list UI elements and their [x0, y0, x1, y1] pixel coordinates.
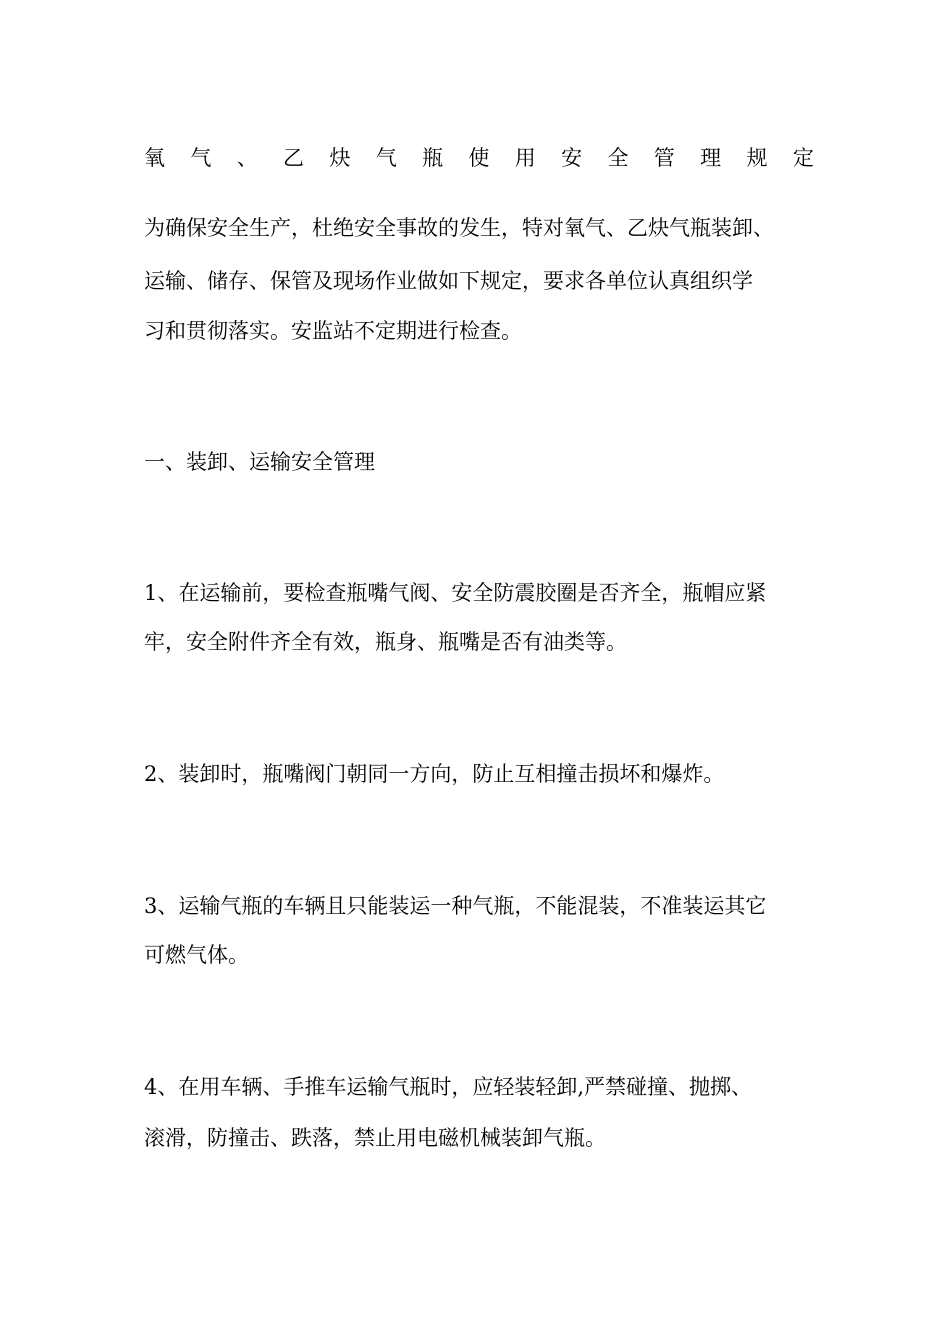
title-char: 全: [607, 146, 629, 170]
title-char: 瓶: [422, 146, 444, 170]
section-heading: 一、装卸、运输安全管理: [144, 450, 375, 474]
intro-line: 为确保安全生产，杜绝安全事故的发生，特对氧气、乙炔气瓶装卸、: [144, 216, 774, 240]
title-char: 气: [190, 146, 212, 170]
item-3-line: 可燃气体。: [144, 943, 249, 967]
title-char: 、: [236, 146, 258, 170]
title-char: 乙: [283, 146, 305, 170]
title-char: 使: [468, 146, 490, 170]
title-char: 规: [746, 146, 768, 170]
title-char: 用: [514, 146, 536, 170]
item-4-line: 滚滑，防撞击、跌落，禁止用电磁机械装卸气瓶。: [144, 1126, 606, 1150]
title-char: 管: [653, 146, 675, 170]
title-char: 气: [375, 146, 397, 170]
item-2-line: 2、装卸时，瓶嘴阀门朝同一方向，防止互相撞击损坏和爆炸。: [144, 762, 725, 786]
item-1-line: 1、在运输前，要检查瓶嘴气阀、安全防震胶圈是否齐全，瓶帽应紧: [144, 581, 767, 605]
intro-line: 运输、储存、保管及现场作业做如下规定，要求各单位认真组织学: [144, 269, 753, 293]
document-title: [144, 143, 814, 173]
item-3-line: 3、运输气瓶的车辆且只能装运一种气瓶，不能混装，不准装运其它: [144, 894, 767, 918]
title-char: 安: [561, 146, 583, 170]
intro-line: 习和贯彻落实。安监站不定期进行检查。: [144, 319, 522, 343]
title-char: 氧: [144, 146, 165, 170]
title-char: 理: [700, 146, 722, 170]
title-char: 定: [792, 146, 814, 170]
item-4-line: 4、在用车辆、手推车运输气瓶时，应轻装轻卸,严禁碰撞、抛掷、: [144, 1075, 753, 1099]
item-1-line: 牢，安全附件齐全有效，瓶身、瓶嘴是否有油类等。: [144, 630, 627, 654]
title-char: 炔: [329, 146, 351, 170]
